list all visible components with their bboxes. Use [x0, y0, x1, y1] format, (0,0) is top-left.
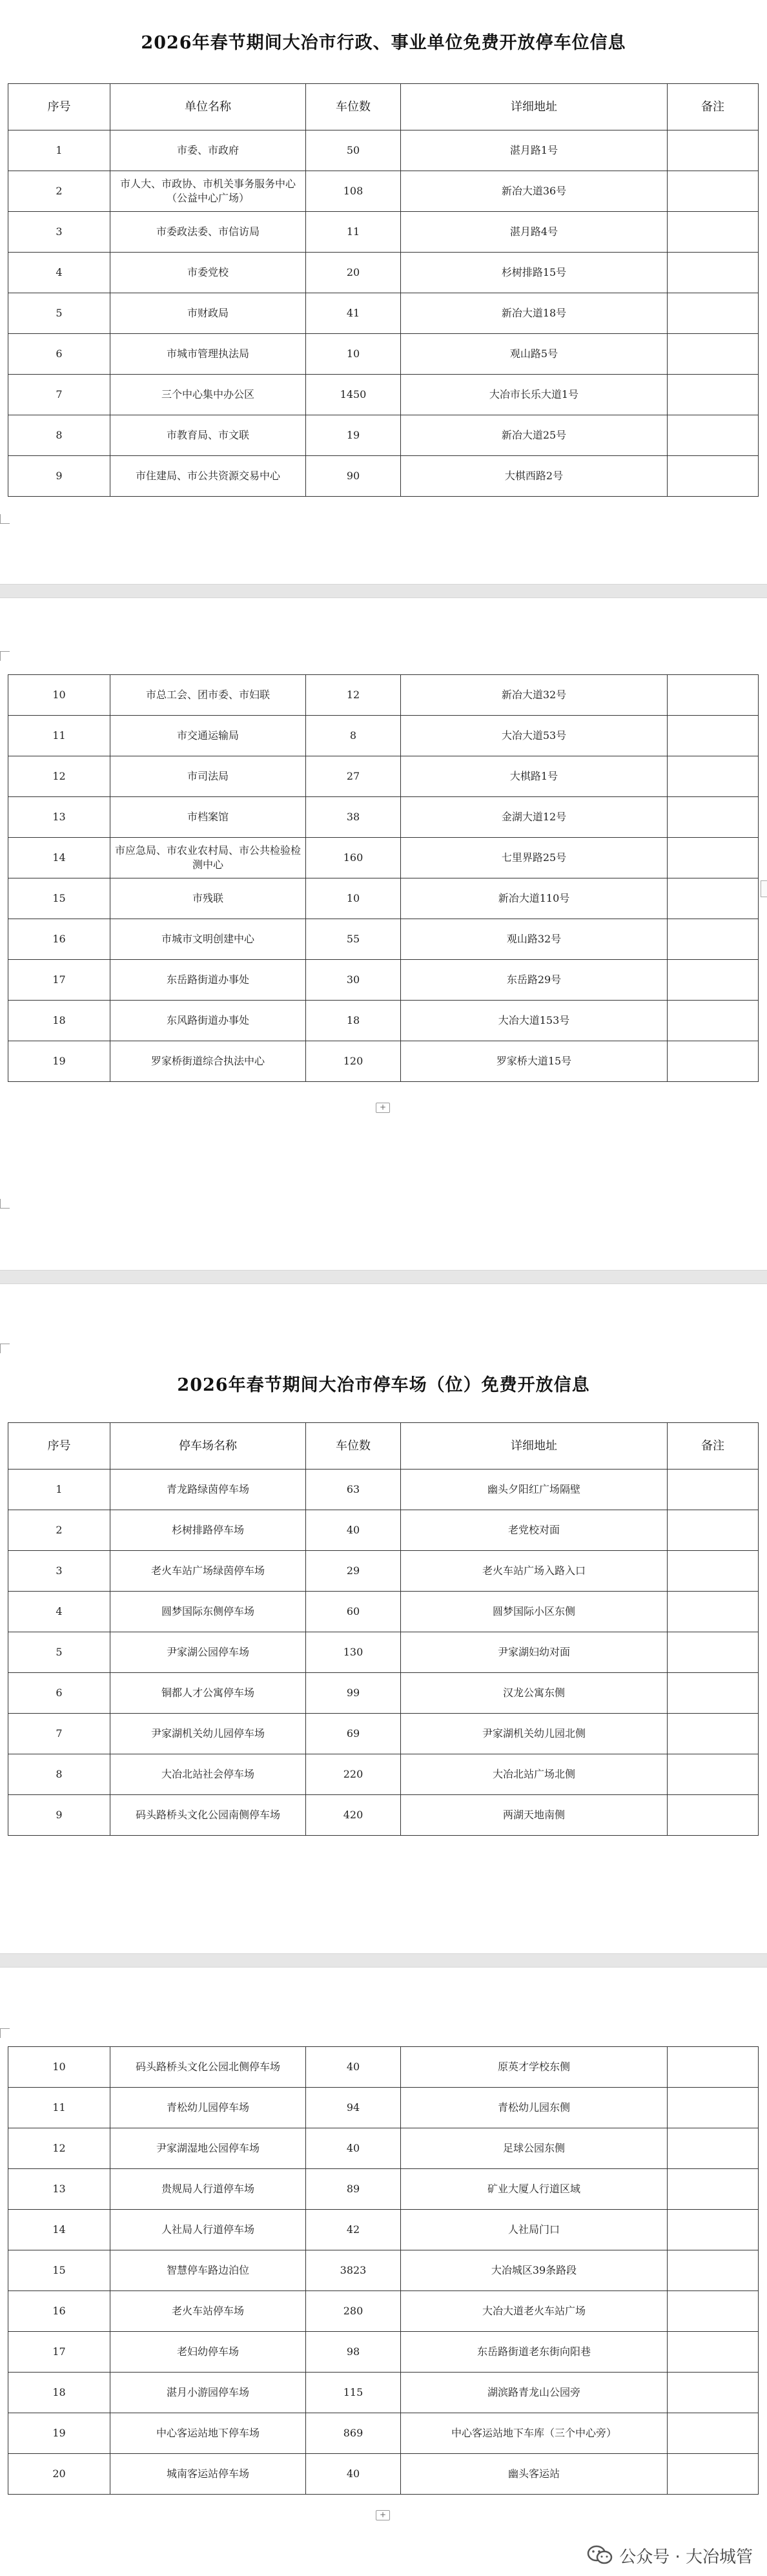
- spaces-count-cell: 42: [306, 2210, 401, 2250]
- remark-cell: [668, 878, 759, 919]
- row-index-cell: 14: [8, 838, 110, 878]
- table-row: [8, 456, 759, 497]
- spaces-count-cell: 94: [306, 2088, 401, 2128]
- address-cell: 湛月路4号: [401, 212, 668, 253]
- spaces-count-cell: 280: [306, 2291, 401, 2332]
- table-row: [8, 797, 759, 838]
- add-row-button[interactable]: +: [376, 2510, 390, 2520]
- row-index-cell: 16: [8, 919, 110, 960]
- doc1-table-part1: [8, 83, 759, 497]
- row-index-cell: 17: [8, 2332, 110, 2373]
- spaces-count-cell: 50: [306, 130, 401, 171]
- remark-cell: [668, 716, 759, 756]
- address-cell: 中心客运站地下车库（三个中心旁）: [401, 2413, 668, 2454]
- remark-cell: [668, 2169, 759, 2210]
- name-cell: 码头路桥头文化公园南侧停车场: [110, 1795, 306, 1836]
- remark-cell: [668, 2250, 759, 2291]
- address-cell: 东岳路街道老东街向阳巷: [401, 2332, 668, 2373]
- remark-cell: [668, 2332, 759, 2373]
- spaces-count-cell: 108: [306, 171, 401, 212]
- spaces-count-cell: 12: [306, 675, 401, 716]
- spaces-count-cell: 40: [306, 1510, 401, 1551]
- row-index-cell: 9: [8, 1795, 110, 1836]
- table-row: [8, 878, 759, 919]
- row-index-cell: 11: [8, 716, 110, 756]
- row-index-cell: 5: [8, 293, 110, 334]
- remark-cell: [668, 253, 759, 293]
- row-index-cell: 15: [8, 2250, 110, 2291]
- table-row: [8, 2413, 759, 2454]
- row-index-cell: 10: [8, 675, 110, 716]
- remark-cell: [668, 675, 759, 716]
- name-cell: 青龙路绿茵停车场: [110, 1470, 306, 1510]
- page-corner-mark: [0, 651, 10, 661]
- page-corner-mark: [0, 2028, 10, 2038]
- table-row: [8, 1551, 759, 1592]
- row-index-cell: 8: [8, 1754, 110, 1795]
- spaces-count-cell: 55: [306, 919, 401, 960]
- spaces-count-cell: 40: [306, 2454, 401, 2495]
- name-cell: 尹家湖湿地公园停车场: [110, 2128, 306, 2169]
- remark-cell: [668, 293, 759, 334]
- spaces-count-cell: 90: [306, 456, 401, 497]
- table-row: [8, 2088, 759, 2128]
- row-index-cell: 3: [8, 1551, 110, 1592]
- spaces-count-cell: 27: [306, 756, 401, 797]
- address-cell: 老火车站广场入路入口: [401, 1551, 668, 1592]
- address-cell: 大棋路1号: [401, 756, 668, 797]
- table-row: [8, 334, 759, 375]
- spaces-count-cell: 60: [306, 1592, 401, 1632]
- row-index-cell: 12: [8, 2128, 110, 2169]
- name-cell: 尹家湖公园停车场: [110, 1632, 306, 1673]
- spaces-count-cell: 10: [306, 334, 401, 375]
- name-cell: 市委政法委、市信访局: [110, 212, 306, 253]
- row-index-cell: 12: [8, 756, 110, 797]
- row-index-cell: 2: [8, 171, 110, 212]
- table-row: [8, 2128, 759, 2169]
- row-index-cell: 6: [8, 1673, 110, 1714]
- table-row: [8, 212, 759, 253]
- column-header-4: 备注: [668, 84, 759, 130]
- name-cell: 湛月小游园停车场: [110, 2373, 306, 2413]
- name-cell: 城南客运站停车场: [110, 2454, 306, 2495]
- spaces-count-cell: 30: [306, 960, 401, 1001]
- table-row: [8, 1795, 759, 1836]
- address-cell: 圆梦国际小区东侧: [401, 1592, 668, 1632]
- name-cell: 市司法局: [110, 756, 306, 797]
- wechat-icon: [587, 2545, 613, 2566]
- name-cell: 铜都人才公寓停车场: [110, 1673, 306, 1714]
- row-index-cell: 3: [8, 212, 110, 253]
- remark-cell: [668, 797, 759, 838]
- spaces-count-cell: 120: [306, 1041, 401, 1082]
- table-row: [8, 2373, 759, 2413]
- spaces-count-cell: 130: [306, 1632, 401, 1673]
- remark-cell: [668, 2454, 759, 2495]
- spaces-count-cell: 10: [306, 878, 401, 919]
- row-index-cell: 2: [8, 1510, 110, 1551]
- remark-cell: [668, 2413, 759, 2454]
- page-corner-mark: [0, 1344, 10, 1353]
- remark-cell: [668, 1754, 759, 1795]
- name-cell: 东岳路街道办事处: [110, 960, 306, 1001]
- remark-cell: [668, 171, 759, 212]
- address-cell: 人社局门口: [401, 2210, 668, 2250]
- address-cell: 杉树排路15号: [401, 253, 668, 293]
- name-cell: 市城市管理执法局: [110, 334, 306, 375]
- column-header-3: 详细地址: [401, 84, 668, 130]
- address-cell: 尹家湖机关幼儿园北侧: [401, 1714, 668, 1754]
- table-row: [8, 130, 759, 171]
- spaces-count-cell: 1450: [306, 375, 401, 415]
- spaces-count-cell: 19: [306, 415, 401, 456]
- remark-cell: [668, 1673, 759, 1714]
- name-cell: 市残联: [110, 878, 306, 919]
- table-row: [8, 253, 759, 293]
- table-row: [8, 1470, 759, 1510]
- table-header-row: [8, 84, 759, 130]
- row-index-cell: 19: [8, 1041, 110, 1082]
- table-row: [8, 716, 759, 756]
- remark-cell: [668, 130, 759, 171]
- name-cell: 罗家桥街道综合执法中心: [110, 1041, 306, 1082]
- name-cell: 市人大、市政协、市机关事务服务中心（公益中心广场）: [110, 171, 306, 212]
- address-cell: 新冶大道36号: [401, 171, 668, 212]
- name-cell: 三个中心集中办公区: [110, 375, 306, 415]
- row-index-cell: 20: [8, 2454, 110, 2495]
- spaces-count-cell: 11: [306, 212, 401, 253]
- row-index-cell: 5: [8, 1632, 110, 1673]
- spaces-count-cell: 220: [306, 1754, 401, 1795]
- table-row: [8, 1592, 759, 1632]
- address-cell: 矿业大厦人行道区域: [401, 2169, 668, 2210]
- table-header-row: [8, 1423, 759, 1470]
- table-row: [8, 375, 759, 415]
- remark-cell: [668, 1795, 759, 1836]
- remark-cell: [668, 1470, 759, 1510]
- address-cell: 金湖大道12号: [401, 797, 668, 838]
- spaces-count-cell: 89: [306, 2169, 401, 2210]
- name-cell: 大冶北站社会停车场: [110, 1754, 306, 1795]
- column-header-0: 序号: [8, 1423, 110, 1470]
- column-header-2: 车位数: [306, 84, 401, 130]
- column-header-1: 单位名称: [110, 84, 306, 130]
- watermark-text: 公众号 · 大冶城管: [619, 2547, 753, 2567]
- remark-cell: [668, 838, 759, 878]
- name-cell: 东风路街道办事处: [110, 1001, 306, 1041]
- table-row: [8, 960, 759, 1001]
- name-cell: 人社局人行道停车场: [110, 2210, 306, 2250]
- address-cell: 大冶大道老火车站广场: [401, 2291, 668, 2332]
- row-index-cell: 7: [8, 375, 110, 415]
- doc2-table-part2: [8, 2046, 759, 2495]
- table-row: [8, 1041, 759, 1082]
- remark-cell: [668, 2128, 759, 2169]
- table-row: [8, 2047, 759, 2088]
- side-edge-tab[interactable]: [761, 880, 767, 897]
- row-index-cell: 13: [8, 2169, 110, 2210]
- row-index-cell: 11: [8, 2088, 110, 2128]
- remark-cell: [668, 919, 759, 960]
- spaces-count-cell: 115: [306, 2373, 401, 2413]
- name-cell: 码头路桥头文化公园北侧停车场: [110, 2047, 306, 2088]
- name-cell: 市教育局、市文联: [110, 415, 306, 456]
- spaces-count-cell: 160: [306, 838, 401, 878]
- name-cell: 杉树排路停车场: [110, 1510, 306, 1551]
- row-index-cell: 15: [8, 878, 110, 919]
- address-cell: 新冶大道25号: [401, 415, 668, 456]
- page-corner-mark: [0, 514, 10, 524]
- name-cell: 老火车站停车场: [110, 2291, 306, 2332]
- address-cell: 两湖天地南侧: [401, 1795, 668, 1836]
- name-cell: 市城市文明创建中心: [110, 919, 306, 960]
- remark-cell: [668, 1714, 759, 1754]
- spaces-count-cell: 99: [306, 1673, 401, 1714]
- name-cell: 老妇幼停车场: [110, 2332, 306, 2373]
- address-cell: 湛月路1号: [401, 130, 668, 171]
- column-header-0: 序号: [8, 84, 110, 130]
- table-row: [8, 2169, 759, 2210]
- address-cell: 尹家湖妇幼对面: [401, 1632, 668, 1673]
- row-index-cell: 14: [8, 2210, 110, 2250]
- address-cell: 新冶大道18号: [401, 293, 668, 334]
- row-index-cell: 17: [8, 960, 110, 1001]
- remark-cell: [668, 960, 759, 1001]
- page-gap: [0, 1953, 767, 1968]
- name-cell: 尹家湖机关幼儿园停车场: [110, 1714, 306, 1754]
- address-cell: 新冶大道32号: [401, 675, 668, 716]
- table-row: [8, 756, 759, 797]
- table-row: [8, 2332, 759, 2373]
- remark-cell: [668, 1551, 759, 1592]
- add-row-button[interactable]: +: [376, 1103, 390, 1113]
- table-row: [8, 415, 759, 456]
- name-cell: 智慧停车路边泊位: [110, 2250, 306, 2291]
- table-row: [8, 1714, 759, 1754]
- name-cell: 青松幼儿园停车场: [110, 2088, 306, 2128]
- remark-cell: [668, 2291, 759, 2332]
- address-cell: 东岳路29号: [401, 960, 668, 1001]
- doc1-table-part2: [8, 674, 759, 1082]
- row-index-cell: 1: [8, 1470, 110, 1510]
- remark-cell: [668, 756, 759, 797]
- address-cell: 原英才学校东侧: [401, 2047, 668, 2088]
- spaces-count-cell: 69: [306, 1714, 401, 1754]
- remark-cell: [668, 334, 759, 375]
- row-index-cell: 16: [8, 2291, 110, 2332]
- row-index-cell: 1: [8, 130, 110, 171]
- remark-cell: [668, 375, 759, 415]
- name-cell: 市委、市政府: [110, 130, 306, 171]
- name-cell: 市总工会、团市委、市妇联: [110, 675, 306, 716]
- document-page-1: [0, 0, 767, 577]
- table-row: [8, 2454, 759, 2495]
- row-index-cell: 4: [8, 1592, 110, 1632]
- row-index-cell: 7: [8, 1714, 110, 1754]
- remark-cell: [668, 1041, 759, 1082]
- address-cell: 幽头客运站: [401, 2454, 668, 2495]
- name-cell: 市住建局、市公共资源交易中心: [110, 456, 306, 497]
- remark-cell: [668, 415, 759, 456]
- address-cell: 七里界路25号: [401, 838, 668, 878]
- remark-cell: [668, 2088, 759, 2128]
- column-header-3: 详细地址: [401, 1423, 668, 1470]
- column-header-4: 备注: [668, 1423, 759, 1470]
- spaces-count-cell: 20: [306, 253, 401, 293]
- spaces-count-cell: 869: [306, 2413, 401, 2454]
- address-cell: 幽头夕阳红广场隔壁: [401, 1470, 668, 1510]
- address-cell: 足球公园东侧: [401, 2128, 668, 2169]
- spaces-count-cell: 420: [306, 1795, 401, 1836]
- row-index-cell: 4: [8, 253, 110, 293]
- address-cell: 观山路5号: [401, 334, 668, 375]
- table-row: [8, 1632, 759, 1673]
- document-page-4: [0, 1975, 767, 2576]
- spaces-count-cell: 98: [306, 2332, 401, 2373]
- table-row: [8, 2250, 759, 2291]
- page-corner-mark: [0, 1199, 10, 1209]
- address-cell: 青松幼儿园东侧: [401, 2088, 668, 2128]
- table-row: [8, 1001, 759, 1041]
- remark-cell: [668, 1001, 759, 1041]
- remark-cell: [668, 2047, 759, 2088]
- spaces-count-cell: 18: [306, 1001, 401, 1041]
- document-page-2: [0, 606, 767, 1260]
- remark-cell: [668, 1510, 759, 1551]
- address-cell: 大冶大道153号: [401, 1001, 668, 1041]
- row-index-cell: 13: [8, 797, 110, 838]
- address-cell: 大冶市长乐大道1号: [401, 375, 668, 415]
- page-gap: [0, 584, 767, 598]
- table-row: [8, 1673, 759, 1714]
- row-index-cell: 10: [8, 2047, 110, 2088]
- remark-cell: [668, 1592, 759, 1632]
- address-cell: 大棋西路2号: [401, 456, 668, 497]
- document-page-3: [0, 1289, 767, 1947]
- spaces-count-cell: 63: [306, 1470, 401, 1510]
- table-row: [8, 171, 759, 212]
- column-header-2: 车位数: [306, 1423, 401, 1470]
- spaces-count-cell: 40: [306, 2128, 401, 2169]
- address-cell: 大冶城区39条路段: [401, 2250, 668, 2291]
- doc2-table-part1: [8, 1422, 759, 1836]
- address-cell: 新冶大道110号: [401, 878, 668, 919]
- row-index-cell: 6: [8, 334, 110, 375]
- column-header-1: 停车场名称: [110, 1423, 306, 1470]
- remark-cell: [668, 2210, 759, 2250]
- spaces-count-cell: 41: [306, 293, 401, 334]
- row-index-cell: 9: [8, 456, 110, 497]
- name-cell: 中心客运站地下停车场: [110, 2413, 306, 2454]
- address-cell: 观山路32号: [401, 919, 668, 960]
- name-cell: 市应急局、市农业农村局、市公共检验检测中心: [110, 838, 306, 878]
- table-row: [8, 838, 759, 878]
- table-row: [8, 2210, 759, 2250]
- name-cell: 贵规局人行道停车场: [110, 2169, 306, 2210]
- name-cell: 市交通运输局: [110, 716, 306, 756]
- spaces-count-cell: 40: [306, 2047, 401, 2088]
- table-row: [8, 293, 759, 334]
- table-row: [8, 919, 759, 960]
- table-row: [8, 1754, 759, 1795]
- name-cell: 圆梦国际东侧停车场: [110, 1592, 306, 1632]
- remark-cell: [668, 212, 759, 253]
- row-index-cell: 19: [8, 2413, 110, 2454]
- address-cell: 老党校对面: [401, 1510, 668, 1551]
- spaces-count-cell: 38: [306, 797, 401, 838]
- name-cell: 市档案馆: [110, 797, 306, 838]
- remark-cell: [668, 2373, 759, 2413]
- spaces-count-cell: 29: [306, 1551, 401, 1592]
- table-row: [8, 1510, 759, 1551]
- address-cell: 大冶大道53号: [401, 716, 668, 756]
- spaces-count-cell: 3823: [306, 2250, 401, 2291]
- row-index-cell: 18: [8, 2373, 110, 2413]
- remark-cell: [668, 1632, 759, 1673]
- row-index-cell: 8: [8, 415, 110, 456]
- name-cell: 老火车站广场绿茵停车场: [110, 1551, 306, 1592]
- spaces-count-cell: 8: [306, 716, 401, 756]
- table-row: [8, 2291, 759, 2332]
- doc2-title: 2026年春节期间大冶市停车场（位）免费开放信息: [177, 1375, 590, 1395]
- watermark: [587, 2542, 753, 2568]
- remark-cell: [668, 456, 759, 497]
- name-cell: 市财政局: [110, 293, 306, 334]
- address-cell: 汉龙公寓东侧: [401, 1673, 668, 1714]
- name-cell: 市委党校: [110, 253, 306, 293]
- address-cell: 湖滨路青龙山公园旁: [401, 2373, 668, 2413]
- row-index-cell: 18: [8, 1001, 110, 1041]
- doc1-title: 2026年春节期间大冶市行政、事业单位免费开放停车位信息: [141, 33, 626, 53]
- address-cell: 大冶北站广场北侧: [401, 1754, 668, 1795]
- page-gap: [0, 1270, 767, 1284]
- table-row: [8, 675, 759, 716]
- address-cell: 罗家桥大道15号: [401, 1041, 668, 1082]
